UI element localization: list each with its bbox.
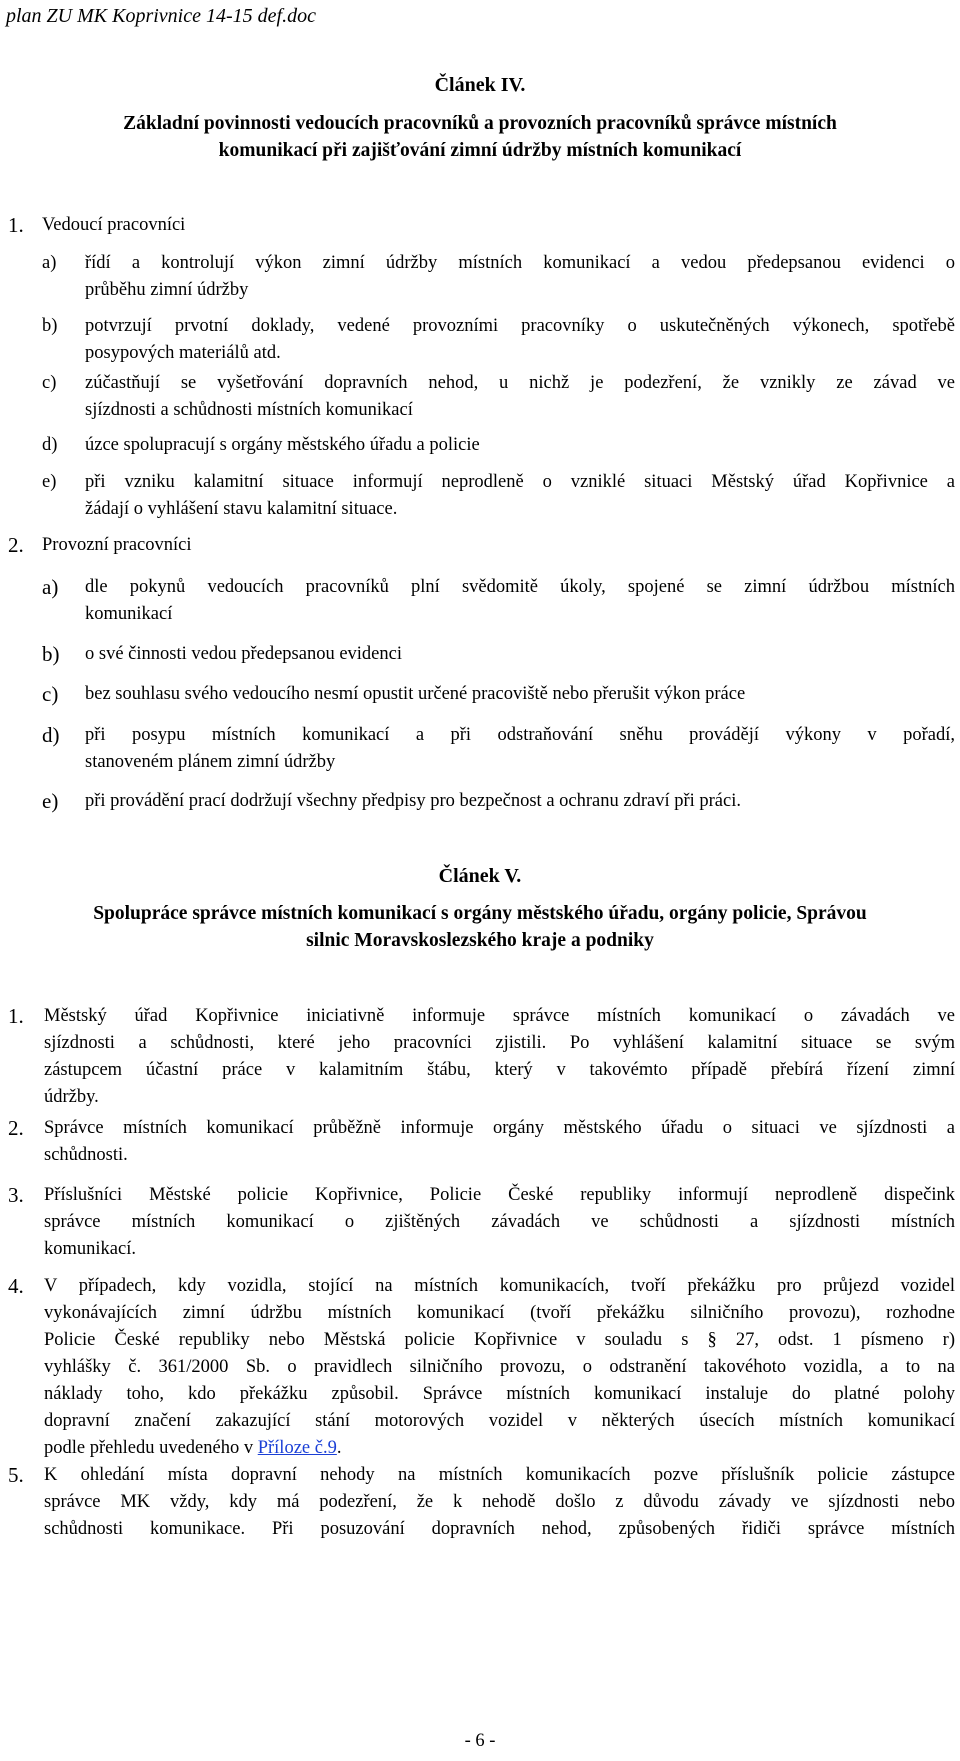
s1-item-c-line-2: sjízdnosti a schůdnosti místních komunikací	[85, 400, 413, 420]
s2-item-d-line-2: stanoveném plánem zimní údržby	[85, 752, 336, 772]
s2-item-a-text	[85, 574, 955, 628]
article-5-subtitle-line-1: Spolupráce správce místních komunikací s orgány městského úřadu, orgány policie, Správou	[93, 903, 867, 924]
point-5-line-2: správce MK vždy, kdy má podezření, že k nehodě došlo z důvodu závady ve sjízdnosti nebo	[44, 1492, 955, 1512]
s1-item-e-letter: e)	[42, 472, 57, 492]
section-1-title: Vedoucí pracovníci	[42, 215, 186, 235]
point-3-line-1: Příslušníci Městské policie Kopřivnice, Policie České republiky informují neprodleně dispečink	[44, 1185, 955, 1205]
s1-item-a-letter: a)	[42, 253, 57, 273]
point-2-line-1: Správce místních komunikací průběžně informuje orgány městského úřadu o situaci ve sjízdnosti a	[44, 1118, 955, 1138]
point-4-line-2: vykonávajících zimní údržbu místních komunikací (tvoří překážku silničního provozu), rozhodne	[44, 1303, 955, 1323]
s1-item-e-line-1: při vzniku kalamitní situace informují neprodleně o vzniklé situaci Městský úřad Kopřivnice a	[85, 472, 955, 492]
point-3-text	[44, 1182, 955, 1263]
point-5-line-1: K ohledání místa dopravní nehody na místních komunikacích pozve příslušník policie zástupce	[44, 1465, 955, 1485]
s1-item-c-text	[85, 370, 955, 424]
s1-item-d-letter: d)	[42, 435, 58, 455]
s2-item-c-letter: c)	[42, 682, 59, 706]
s2-item-d-text	[85, 722, 955, 776]
point-4-line-6: dopravní značení zakazující stání motorových vozidel v některých úsecích místních komunikací	[44, 1411, 955, 1431]
s2-item-e-text	[85, 788, 955, 815]
point-4-line-1: V případech, kdy vozidla, stojící na místních komunikacích, tvoří překážku pro průjezd vozidel	[44, 1276, 955, 1296]
point-4-last-prefix: podle přehledu uvedeného v	[44, 1438, 258, 1458]
point-5-line-3: schůdnosti komunikace. Při posuzování dopravních nehod, způsobených řidiči správce místních	[44, 1519, 955, 1539]
s2-item-a-line-2: komunikací	[85, 604, 173, 624]
article-4-title: Článek IV.	[434, 74, 526, 96]
point-1-text	[44, 1003, 955, 1111]
s2-item-a-letter: a)	[42, 575, 59, 599]
point-4-text	[44, 1273, 955, 1462]
point-4-line-5: náklady toho, kdo překážku způsobil. Správce místních komunikací instaluje do platné polohy	[44, 1384, 955, 1404]
s2-item-e-letter: e)	[42, 789, 59, 813]
s1-item-c-line-1: zúčastňují se vyšetřování dopravních nehod, u nichž je podezření, že vznikly ze závad ve	[85, 373, 955, 393]
section-2-title: Provozní pracovníci	[42, 535, 192, 555]
s1-item-a-text	[85, 250, 955, 304]
point-4-line-3: Policie České republiky nebo Městská policie Kopřivnice v souladu s § 27, odst. 1 písmeno r)	[44, 1330, 955, 1350]
s1-item-c-letter: c)	[42, 373, 57, 393]
s2-item-e-line-1: při provádění prací dodržují všechny předpisy pro bezpečnost a ochranu zdraví při práci.	[85, 791, 741, 811]
s2-item-c-text	[85, 681, 955, 708]
point-3-line-3: komunikací.	[44, 1239, 136, 1259]
article-4-subtitle-line-2: komunikací při zajišťování zimní údržby místních komunikací	[218, 140, 742, 161]
point-1-line-1: Městský úřad Kopřivnice iniciativně informuje správce místních komunikací o závadách ve	[44, 1006, 955, 1026]
point-2-number: 2.	[8, 1116, 24, 1140]
s2-item-a-line-1: dle pokynů vedoucích pracovníků plní svědomitě úkoly, spojené se zimní údržbou místních	[85, 577, 955, 597]
point-1-line-3: zástupcem účastní práce v kalamitním štábu, který v takovémto případě přebírá řízení zimní	[44, 1060, 955, 1080]
point-2-line-2: schůdnosti.	[44, 1145, 128, 1165]
article-4-subtitle-line-1: Základní povinnosti vedoucích pracovníků a provozních pracovníků správce místních	[123, 113, 837, 134]
s1-item-e-text	[85, 469, 955, 523]
s1-item-b-line-1: potvrzují prvotní doklady, vedené provozními pracovníky o uskutečněných výkonech, spotřebě	[85, 316, 955, 336]
s1-item-d-line-1: úzce spolupracují s orgány městského úřadu a policie	[85, 435, 480, 455]
article-5-subtitle-line-2: silnic Moravskoslezského kraje a podniky	[306, 930, 654, 951]
point-4-number: 4.	[8, 1274, 24, 1298]
document-filename: plan ZU MK Koprivnice 14-15 def.doc	[6, 5, 316, 27]
s1-item-a-line-1: řídí a kontrolují výkon zimní údržby místních komunikací a vedou předepsanou evidenci o	[85, 253, 955, 273]
point-4-last-suffix: .	[336, 1438, 342, 1458]
point-1-line-2: sjízdnosti a schůdnosti, které jeho pracovníci zjistili. Po vyhlášení kalamitní situace se svým	[44, 1033, 955, 1053]
section-1-number: 1.	[8, 213, 24, 237]
point-5-text	[44, 1462, 955, 1543]
point-4-line-7	[44, 1435, 955, 1462]
s2-item-d-letter: d)	[42, 723, 60, 747]
s2-item-b-text	[85, 641, 955, 668]
point-5-number: 5.	[8, 1463, 24, 1487]
s2-item-d-line-1: při posypu místních komunikací a při odstraňování sněhu provádějí výkony v pořadí,	[85, 725, 955, 745]
point-1-number: 1.	[8, 1004, 24, 1028]
point-4-line-4: vyhlášky č. 361/2000 Sb. o pravidlech silničního provozu, o odstranění takovéhoto vozidla, a to na	[44, 1357, 955, 1377]
appendix-9-link[interactable]: Příloze č.9	[257, 1438, 337, 1458]
s1-item-d-text	[85, 432, 955, 459]
point-2-text	[44, 1115, 955, 1169]
s1-item-b-letter: b)	[42, 316, 58, 336]
section-2-number: 2.	[8, 533, 24, 557]
point-3-number: 3.	[8, 1183, 24, 1207]
s1-item-b-text	[85, 313, 955, 367]
s2-item-b-line-1: o své činnosti vedou předepsanou evidenci	[85, 644, 402, 664]
s1-item-b-line-2: posypových materiálů atd.	[85, 343, 281, 363]
s1-item-e-line-2: žádají o vyhlášení stavu kalamitní situace.	[85, 499, 398, 519]
point-1-line-4: údržby.	[44, 1087, 99, 1107]
article-5-title: Článek V.	[438, 865, 522, 887]
s2-item-c-line-1: bez souhlasu svého vedoucího nesmí opustit určené pracoviště nebo přerušit výkon práce	[85, 684, 746, 704]
s1-item-a-line-2: průběhu zimní údržby	[85, 280, 249, 300]
point-3-line-2: správce místních komunikací o zjištěných závadách ve schůdnosti a sjízdnosti místních	[44, 1212, 955, 1232]
s2-item-b-letter: b)	[42, 642, 60, 666]
page-number: - 6 -	[464, 1731, 496, 1751]
